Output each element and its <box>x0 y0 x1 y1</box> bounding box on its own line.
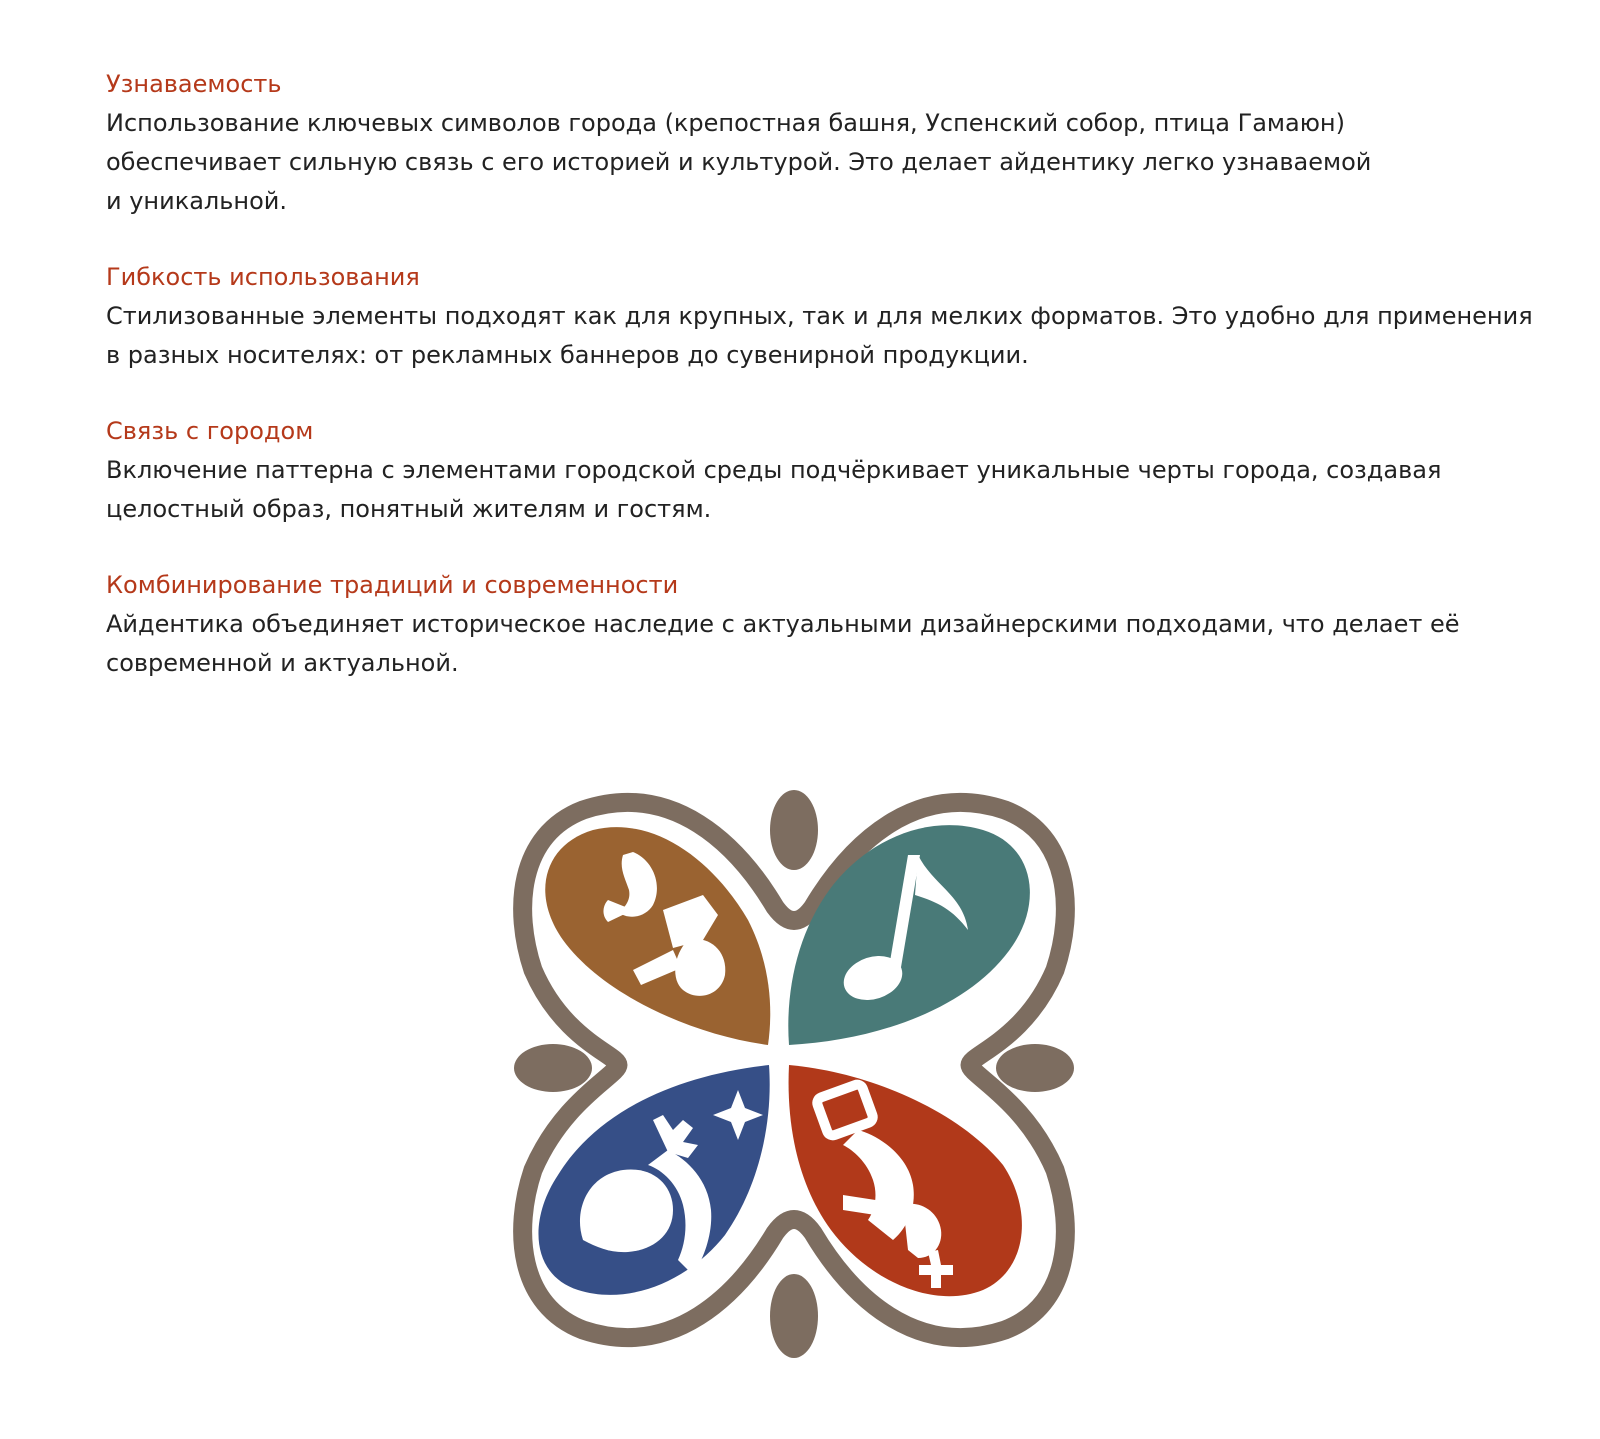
body-line: Использование ключевых символов города (крепостная башня, Успенский собор, птица Гамаюн) <box>106 109 1345 137</box>
drop-bottom <box>770 1274 818 1358</box>
body-line: Включение паттерна с элементами городской среды подчёркивает уникальные черты города, создавая <box>106 456 1442 484</box>
body-line: целостный образ, понятный жителям и гостям. <box>106 495 712 523</box>
section-body <box>106 451 1566 529</box>
drop-left <box>514 1044 592 1092</box>
section-body <box>106 104 1566 221</box>
body-line: обеспечивает сильную связь с его историей и культурой. Это делает айдентику легко узнаваемой <box>106 148 1372 176</box>
section-body <box>106 605 1566 683</box>
body-line: современной и актуальной. <box>106 649 459 677</box>
section-tradition-modernity <box>106 565 1566 683</box>
section-city-connection <box>106 411 1566 529</box>
section-title: Связь с городом <box>106 417 314 445</box>
drop-top <box>770 790 818 870</box>
section-title: Узнаваемость <box>106 70 282 98</box>
body-line: Айдентика объединяет историческое наследие с актуальными дизайнерскими подходами, что делает её <box>106 610 1460 638</box>
drop-right <box>996 1044 1074 1092</box>
city-emblem <box>513 790 1075 1360</box>
body-line: Стилизованные элементы подходят как для крупных, так и для мелких форматов. Это удобно для применения <box>106 302 1533 330</box>
section-flexibility <box>106 257 1566 375</box>
section-title: Гибкость использования <box>106 263 420 291</box>
section-recognizability <box>106 64 1566 221</box>
text-sections <box>106 64 1566 719</box>
body-line: и уникальной. <box>106 187 288 215</box>
section-title: Комбинирование традиций и современности <box>106 571 679 599</box>
section-body <box>106 297 1566 375</box>
body-line: в разных носителях: от рекламных баннеров до сувенирной продукции. <box>106 341 1029 369</box>
emblem-graphic <box>513 790 1075 1360</box>
